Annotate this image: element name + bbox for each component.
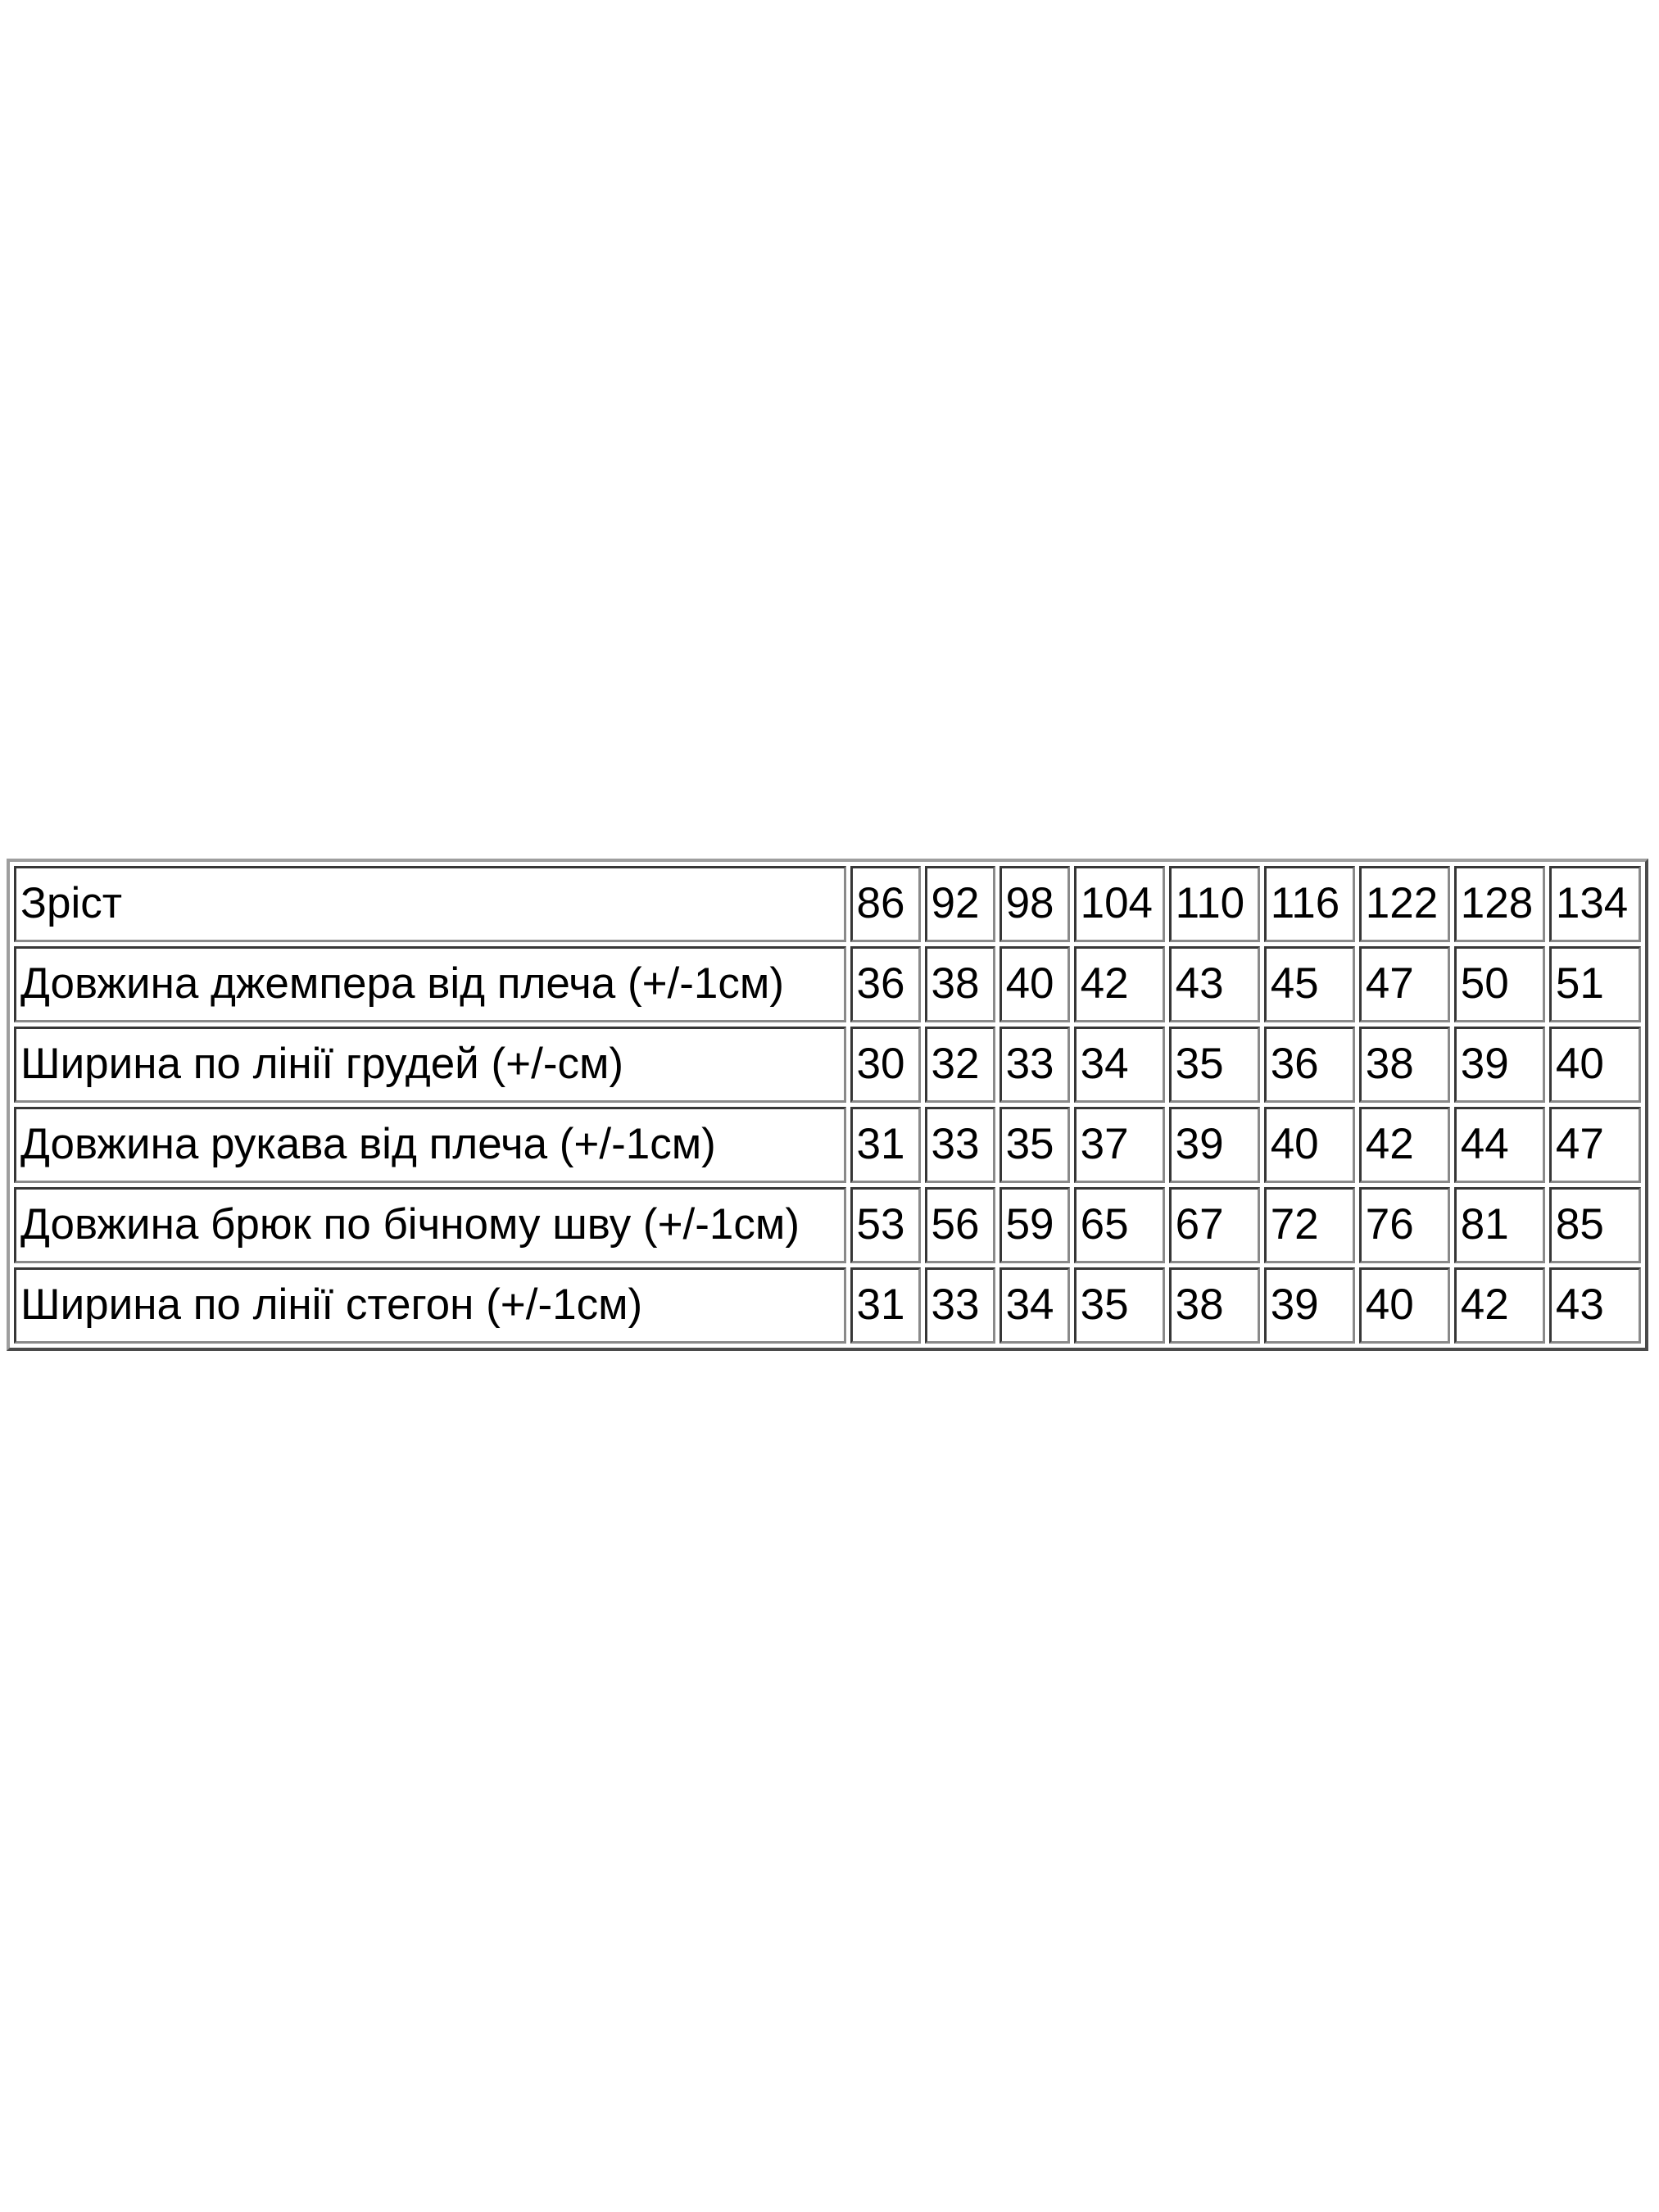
value-cell: 53 [850, 1187, 921, 1263]
value-cell: 56 [925, 1187, 995, 1263]
row-label: Ширина по лінії грудей (+/-см) [14, 1027, 846, 1103]
table-row-jumper-length [14, 946, 1641, 1022]
value-cell: 72 [1264, 1187, 1355, 1263]
value-cell: 50 [1454, 946, 1545, 1022]
value-cell: 128 [1454, 866, 1545, 942]
value-cell: 43 [1169, 946, 1260, 1022]
value-cell: 35 [999, 1107, 1070, 1183]
value-cell: 38 [1169, 1267, 1260, 1344]
value-cell: 104 [1074, 866, 1165, 942]
value-cell: 86 [850, 866, 921, 942]
value-cell: 59 [999, 1187, 1070, 1263]
value-cell: 98 [999, 866, 1070, 942]
table-row-hip-width [14, 1267, 1641, 1344]
value-cell: 40 [1359, 1267, 1450, 1344]
value-cell: 31 [850, 1267, 921, 1344]
value-cell: 39 [1169, 1107, 1260, 1183]
value-cell: 35 [1074, 1267, 1165, 1344]
value-cell: 92 [925, 866, 995, 942]
table-row-height [14, 866, 1641, 942]
value-cell: 65 [1074, 1187, 1165, 1263]
row-label: Довжина брюк по бічному шву (+/-1см) [14, 1187, 846, 1263]
value-cell: 47 [1549, 1107, 1641, 1183]
table-row-sleeve-length [14, 1107, 1641, 1183]
size-chart-table [7, 859, 1648, 1351]
value-cell: 43 [1549, 1267, 1641, 1344]
value-cell: 51 [1549, 946, 1641, 1022]
row-label: Зріст [14, 866, 846, 942]
value-cell: 76 [1359, 1187, 1450, 1263]
value-cell: 39 [1264, 1267, 1355, 1344]
row-label: Ширина по лінії стегон (+/-1см) [14, 1267, 846, 1344]
value-cell: 35 [1169, 1027, 1260, 1103]
value-cell: 32 [925, 1027, 995, 1103]
value-cell: 85 [1549, 1187, 1641, 1263]
value-cell: 47 [1359, 946, 1450, 1022]
value-cell: 42 [1074, 946, 1165, 1022]
value-cell: 38 [1359, 1027, 1450, 1103]
table-row-chest-width [14, 1027, 1641, 1103]
value-cell: 33 [925, 1107, 995, 1183]
value-cell: 42 [1454, 1267, 1545, 1344]
table-row-trouser-length [14, 1187, 1641, 1263]
value-cell: 34 [1074, 1027, 1165, 1103]
value-cell: 34 [999, 1267, 1070, 1344]
value-cell: 116 [1264, 866, 1355, 942]
value-cell: 30 [850, 1027, 921, 1103]
value-cell: 110 [1169, 866, 1260, 942]
value-cell: 67 [1169, 1187, 1260, 1263]
value-cell: 36 [850, 946, 921, 1022]
value-cell: 122 [1359, 866, 1450, 942]
value-cell: 38 [925, 946, 995, 1022]
value-cell: 40 [1264, 1107, 1355, 1183]
row-label: Довжина джемпера від плеча (+/-1см) [14, 946, 846, 1022]
value-cell: 39 [1454, 1027, 1545, 1103]
value-cell: 31 [850, 1107, 921, 1183]
row-label: Довжина рукава від плеча (+/-1см) [14, 1107, 846, 1183]
value-cell: 40 [999, 946, 1070, 1022]
value-cell: 37 [1074, 1107, 1165, 1183]
value-cell: 40 [1549, 1027, 1641, 1103]
value-cell: 44 [1454, 1107, 1545, 1183]
value-cell: 45 [1264, 946, 1355, 1022]
value-cell: 42 [1359, 1107, 1450, 1183]
value-cell: 134 [1549, 866, 1641, 942]
value-cell: 36 [1264, 1027, 1355, 1103]
value-cell: 33 [925, 1267, 995, 1344]
value-cell: 33 [999, 1027, 1070, 1103]
value-cell: 81 [1454, 1187, 1545, 1263]
